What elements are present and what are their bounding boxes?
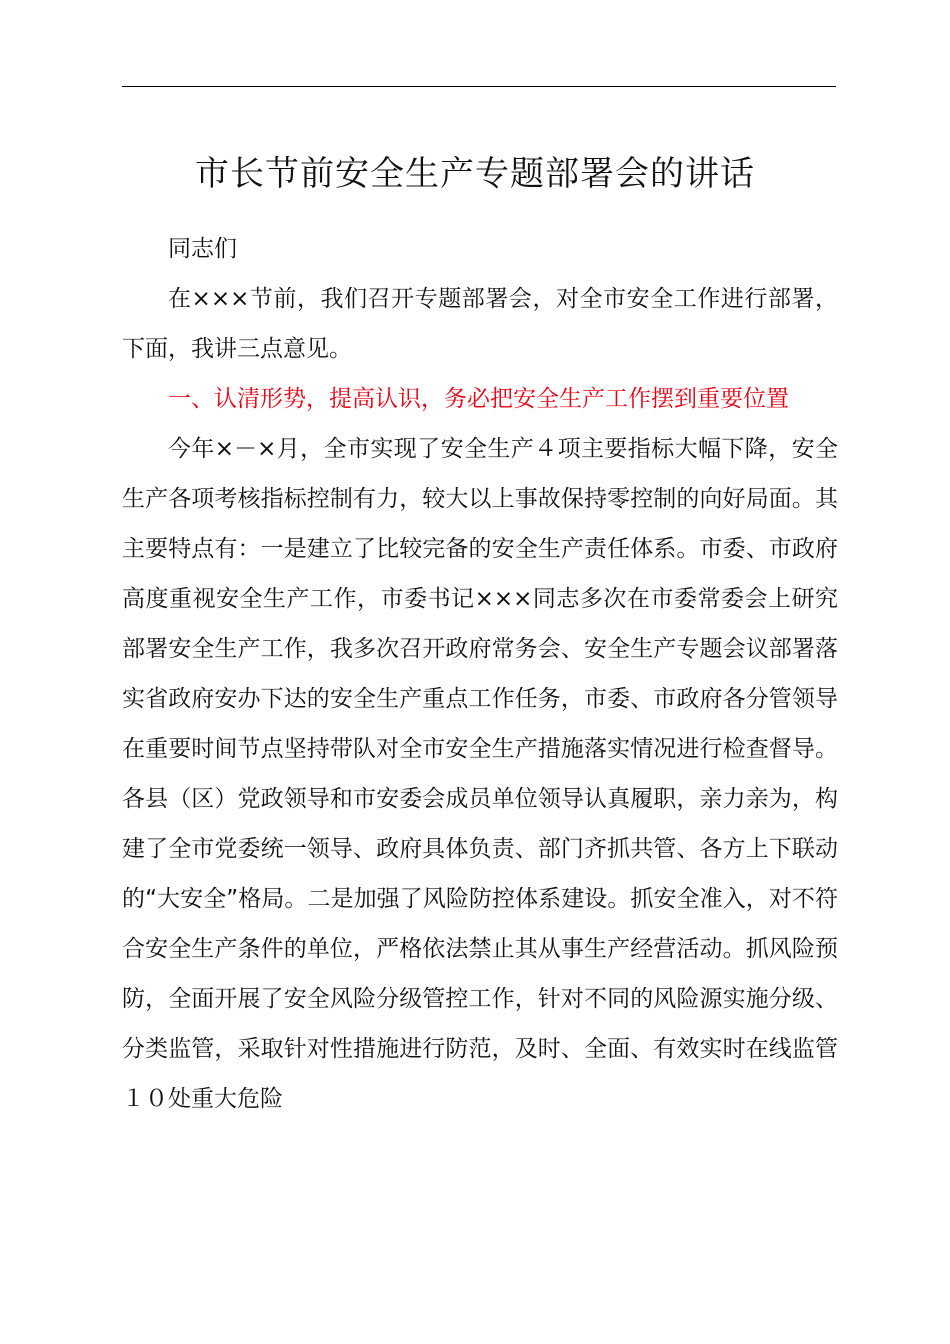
salutation: 同志们: [168, 236, 237, 262]
header-rule: [122, 86, 836, 87]
body-paragraph: 今年×－×月，全市实现了安全生产４项主要指标大幅下降，安全生产各项考核指标控制有力，较大以上事故保持零控制的向好局面。其主要特点有：一是建立了比较完备的安全生产责任体系。市委、市政府高度重视安全生产工作，市委书记×××同志多次在市委常委会上研究部署安全生产工作，我多次召开政府常务会、安全生产专题会议部署落实省政府安办下达的安全生产重点工作任务，市委、市政府各分管领导在重要时间节点坚持带队对全市安全生产措施落实情况进行检查督导。各县（区）党政领导和市安委会成员单位领导认真履职，亲力亲为，构建了全市党委统一领导、政府具体负责、部门齐抓共管、各方上下联动的“大安全”格局。二是加强了风险防控体系建设。抓安全准入，对不符合安全生产条件的单位，严格依法禁止其从事生产经营活动。抓风险预防，全面开展了安全风险分级管控工作，针对不同的风险源实施分级、分类监管，采取针对性措施进行防范，及时、全面、有效实时在线监管１０处重大危险: [122, 436, 838, 1112]
section-heading: 一、认清形势，提高认识，务必把安全生产工作摆到重要位置: [168, 386, 789, 412]
document-body: [122, 224, 838, 1124]
page-title: 市长节前安全生产专题部署会的讲话: [195, 154, 755, 194]
intro-paragraph: 在×××节前，我们召开专题部署会，对全市安全工作进行部署，下面，我讲三点意见。: [122, 286, 838, 362]
